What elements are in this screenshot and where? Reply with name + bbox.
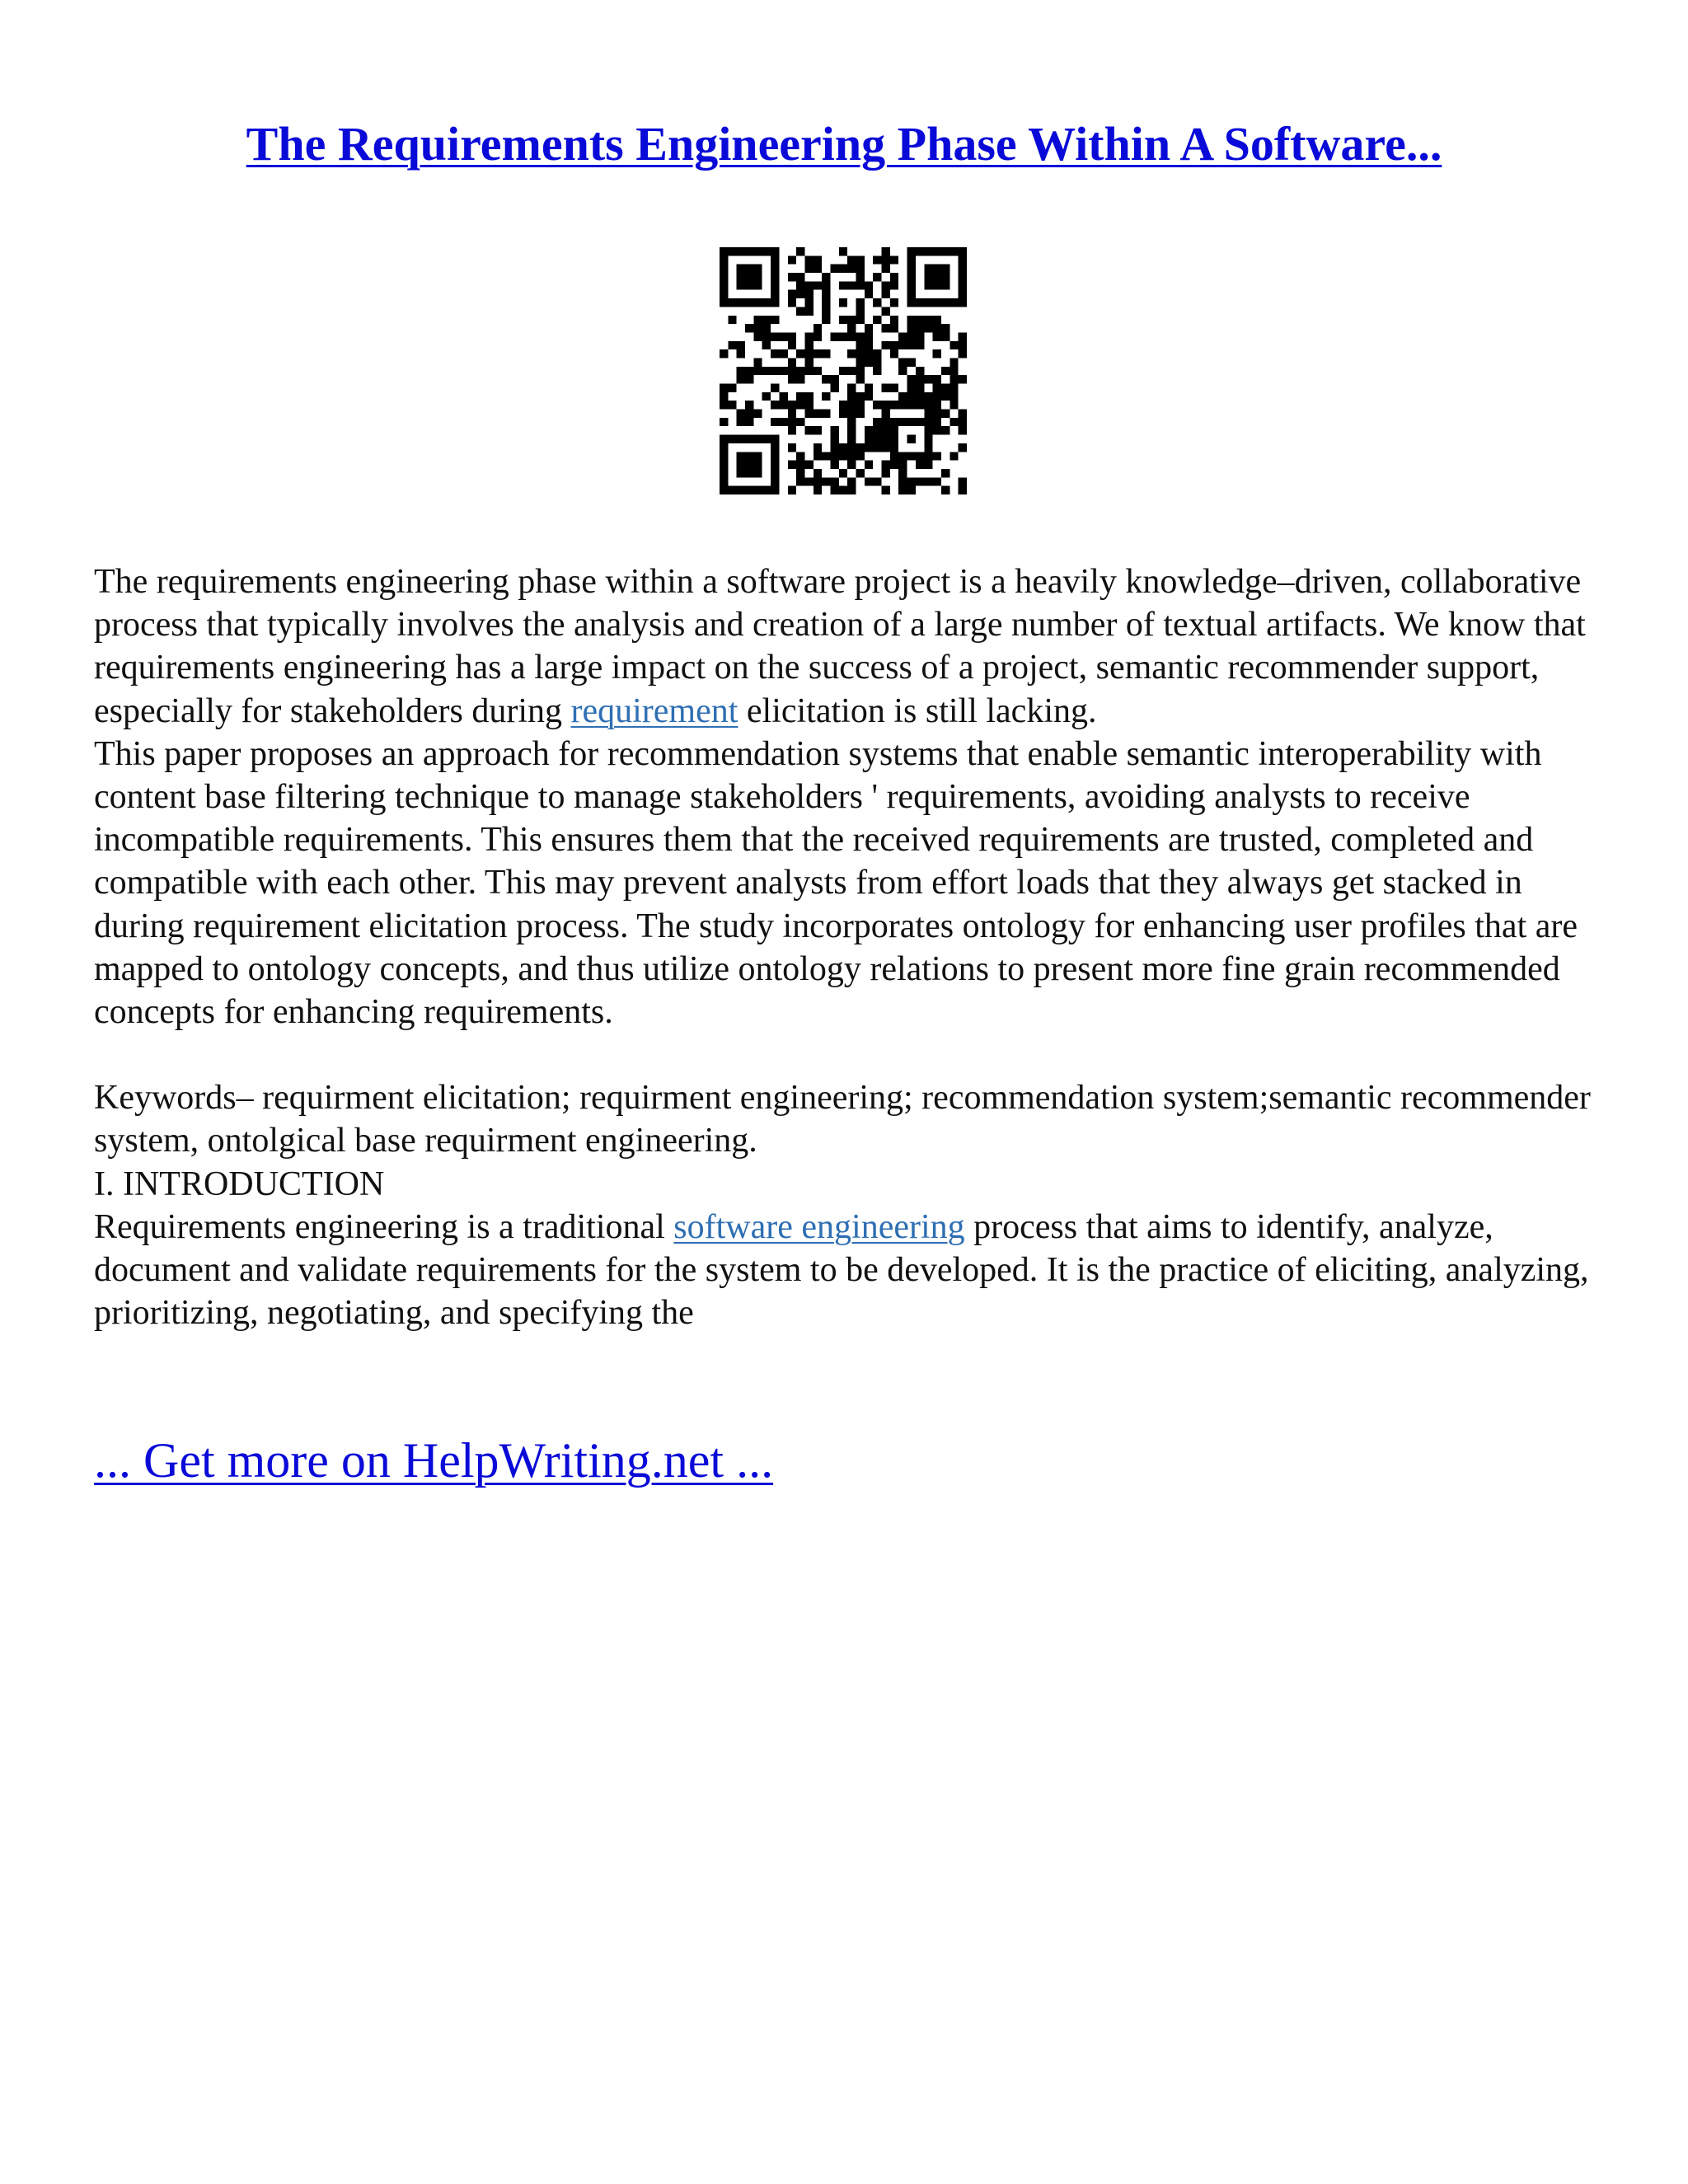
get-more-link[interactable]: ... Get more on HelpWriting.net ...: [94, 1433, 774, 1488]
title-link[interactable]: The Requirements Engineering Phase Within A Software...: [246, 117, 1442, 171]
article-body: [94, 560, 1602, 1334]
paragraph-abstract-2: This paper proposes an approach for recommendation systems that enable semantic interoperability with content base filtering technique to manage stakeholders ' requirements, avoiding analysts to receive incompatible requirements. This ensures them that the received requirements are trusted, completed and compatible with each other. This may prevent analysts from effort loads that they always get stacked in during requirement elicitation process. The study incorporates ontology for enhancing user profiles that are mapped to ontology concepts, and thus utilize ontology relations to present more fine grain recommended concepts for enhancing requirements.: [94, 734, 1578, 1032]
paragraph-text: elicitation is still lacking.: [738, 691, 1097, 730]
section-heading: I. INTRODUCTION: [94, 1165, 385, 1203]
paragraph-abstract-1: [94, 560, 1602, 733]
paragraph-text: The requirements engineering phase within a software project is a heavily knowledge–driven, collaborative process that typically involves the analysis and creation of a large number of textual artifacts. We know that requirements engineering has a large impact on the success of a project, semantic recommender support, especially for stakeholders during: [94, 563, 1586, 730]
document-title: [0, 115, 1688, 173]
software-engineering-link[interactable]: software engineering: [673, 1207, 965, 1246]
qr-code-image: [720, 247, 967, 494]
paragraph-introduction: [94, 1206, 1602, 1335]
requirement-link[interactable]: requirement: [570, 691, 738, 730]
paragraph-spacer: [94, 1033, 1602, 1076]
paragraph-text: Requirements engineering is a traditional: [94, 1207, 674, 1246]
paragraph-text: process that aims to identify, analyze, document and validate requirements for the system to be developed. It is the practice of eliciting, analyzing, prioritizing, negotiating, and specifying the: [94, 1207, 1589, 1333]
get-more-container: [94, 1430, 773, 1491]
keywords-text: Keywords– requirment elicitation; requirment engineering; recommendation system;semantic recommender system, ontolgical base requirment engineering.: [94, 1079, 1591, 1160]
